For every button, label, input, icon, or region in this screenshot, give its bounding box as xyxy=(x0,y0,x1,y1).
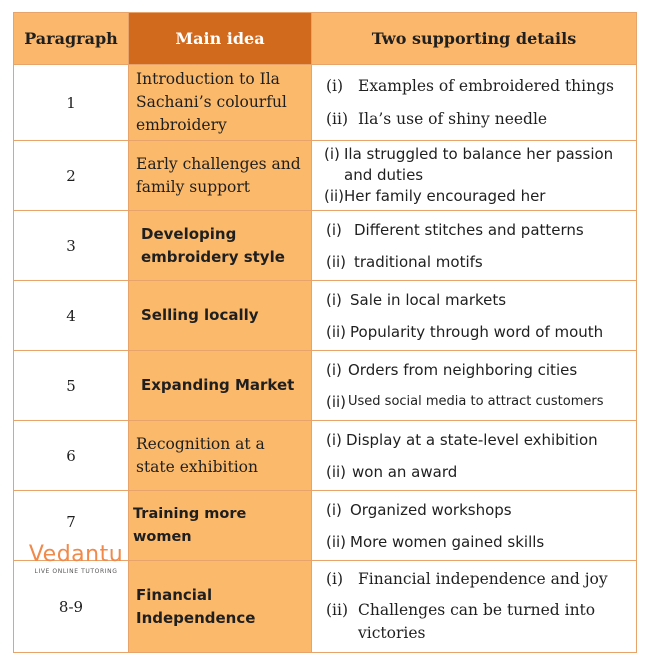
details-cell xyxy=(312,491,637,561)
main-idea: Developing embroidery style xyxy=(129,211,312,281)
detail-text: won an award xyxy=(352,462,458,481)
header-row xyxy=(14,13,637,65)
detail-marker: (i) xyxy=(326,570,344,588)
detail-marker: (ii) xyxy=(326,252,347,271)
detail-marker: (i) xyxy=(324,145,340,163)
detail-line xyxy=(324,186,636,207)
table-row xyxy=(14,281,637,351)
details-cell xyxy=(312,351,637,421)
detail-text: Ila’s use of shiny needle xyxy=(358,109,548,128)
detail-line xyxy=(326,289,636,311)
paragraph-number: 8-9 xyxy=(14,561,129,653)
detail-text: Popularity through word of mouth xyxy=(350,322,604,341)
detail-marker: (ii) xyxy=(326,532,347,551)
detail-marker: (ii) xyxy=(326,462,347,481)
paragraph-number: 1 xyxy=(14,65,129,141)
main-idea: Early challenges and family support xyxy=(129,141,312,211)
detail-text: Sale in local markets xyxy=(350,290,507,309)
details-cell xyxy=(312,421,637,491)
detail-marker: (i) xyxy=(326,500,342,519)
table-row xyxy=(14,211,637,281)
detail-text: Examples of embroidered things xyxy=(358,76,614,95)
paragraph-number: 7 xyxy=(14,491,129,561)
detail-text: Challenges can be turned into victories xyxy=(358,601,596,642)
main-idea: Expanding Market xyxy=(129,351,312,421)
detail-text: Her family encouraged her xyxy=(344,187,546,205)
detail-line xyxy=(326,429,636,451)
details-cell xyxy=(312,561,637,653)
table-row xyxy=(14,65,637,141)
logo-tagline: LIVE ONLINE TUTORING xyxy=(34,568,118,575)
detail-line xyxy=(326,568,636,591)
detail-line xyxy=(324,144,636,186)
detail-marker: (i) xyxy=(326,76,344,95)
table-row xyxy=(14,141,637,211)
table-row xyxy=(14,351,637,421)
detail-line xyxy=(326,251,636,273)
detail-marker: (ii) xyxy=(326,392,347,411)
details-cell xyxy=(312,65,637,141)
detail-line xyxy=(326,219,636,241)
detail-marker: (ii) xyxy=(326,601,349,619)
detail-text: Ila struggled to balance her passion and duties xyxy=(344,145,614,184)
detail-line xyxy=(326,321,636,343)
paragraph-number: 2 xyxy=(14,141,129,211)
vedantu-logo xyxy=(28,543,124,575)
detail-marker: (i) xyxy=(326,430,342,449)
detail-text: traditional motifs xyxy=(354,252,483,271)
paragraph-number: 3 xyxy=(14,211,129,281)
detail-line xyxy=(326,108,636,131)
paragraph-number: 4 xyxy=(14,281,129,351)
detail-text: Used social media to attract customers xyxy=(348,393,604,409)
detail-text: Financial independence and joy xyxy=(358,570,608,588)
detail-text: Organized workshops xyxy=(350,500,512,519)
header-main-idea: Main idea xyxy=(129,13,312,65)
detail-marker: (ii) xyxy=(326,109,349,128)
paragraph-number: 6 xyxy=(14,421,129,491)
detail-marker: (i) xyxy=(326,220,342,239)
detail-line xyxy=(326,531,636,553)
table-row xyxy=(14,421,637,491)
detail-line xyxy=(326,359,636,381)
detail-text: Display at a state-level exhibition xyxy=(346,430,598,449)
detail-line xyxy=(326,599,636,645)
main-idea: Training more women xyxy=(129,491,312,561)
main-idea: Financial Independence xyxy=(129,561,312,653)
detail-line xyxy=(326,499,636,521)
details-cell xyxy=(312,211,637,281)
detail-text: More women gained skills xyxy=(350,532,545,551)
detail-line xyxy=(326,75,636,98)
main-idea: Recognition at a state exhibition xyxy=(129,421,312,491)
logo-wordmark: Vedantu xyxy=(28,542,124,567)
detail-marker: (i) xyxy=(326,360,342,379)
paragraph-number: 5 xyxy=(14,351,129,421)
detail-text: Different stitches and patterns xyxy=(354,220,584,239)
detail-marker: (ii) xyxy=(324,187,345,205)
detail-line xyxy=(326,391,636,413)
header-supporting-details: Two supporting details xyxy=(312,13,637,65)
detail-marker: (i) xyxy=(326,290,342,309)
main-idea: Selling locally xyxy=(129,281,312,351)
detail-text: Orders from neighboring cities xyxy=(348,360,578,379)
main-idea: Introduction to Ila Sachani’s colourful embroidery xyxy=(129,65,312,141)
detail-marker: (ii) xyxy=(326,322,347,341)
details-cell xyxy=(312,281,637,351)
header-paragraph: Paragraph xyxy=(14,13,129,65)
details-cell xyxy=(312,141,637,211)
detail-line xyxy=(326,461,636,483)
